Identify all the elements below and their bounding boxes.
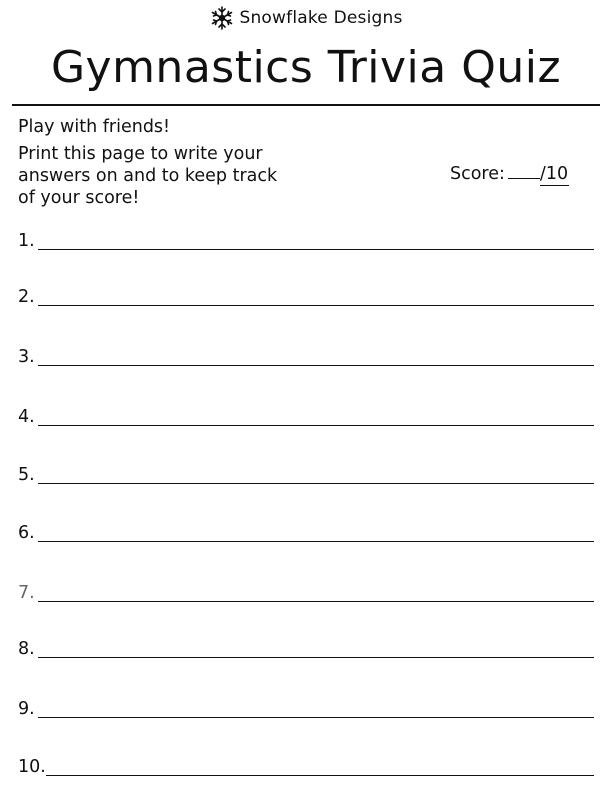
intro-print-line: of your score! xyxy=(18,188,140,208)
intro-print-line: answers on and to keep track xyxy=(18,166,278,186)
answer-row xyxy=(0,516,612,550)
score-blank[interactable] xyxy=(508,162,540,179)
intro-print-line: Print this page to write your xyxy=(18,144,263,164)
answer-number: 6. xyxy=(18,523,35,543)
brand-name: Snowflake Designs xyxy=(239,8,403,28)
answer-row xyxy=(0,632,612,666)
answer-row xyxy=(0,458,612,492)
intro-print-text xyxy=(18,143,277,209)
answer-row xyxy=(0,692,612,726)
answer-number: 3. xyxy=(18,347,35,367)
answer-row xyxy=(0,280,612,314)
answer-row xyxy=(0,750,612,784)
answer-line[interactable] xyxy=(38,305,594,306)
answer-number: 7. xyxy=(18,583,35,603)
answer-number: 8. xyxy=(18,639,35,659)
answer-line[interactable] xyxy=(46,775,594,776)
score-label: Score: xyxy=(450,164,505,184)
answer-number: 5. xyxy=(18,465,35,485)
answer-row xyxy=(0,224,612,258)
snowflake-icon xyxy=(209,5,235,31)
answer-line[interactable] xyxy=(38,541,594,542)
answer-number: 4. xyxy=(18,407,35,427)
answer-number: 1. xyxy=(18,231,35,251)
intro-play-text: Play with friends! xyxy=(18,117,171,137)
answer-line[interactable] xyxy=(38,425,594,426)
answer-line[interactable] xyxy=(38,717,594,718)
title-divider xyxy=(12,104,600,106)
answer-line[interactable] xyxy=(38,483,594,484)
answer-row xyxy=(0,576,612,610)
answer-number: 9. xyxy=(18,699,35,719)
answer-line[interactable] xyxy=(38,601,594,602)
page-title: Gymnastics Trivia Quiz xyxy=(50,42,562,93)
answer-line[interactable] xyxy=(38,365,594,366)
score-total: /10 xyxy=(539,164,569,184)
answer-row xyxy=(0,400,612,434)
brand-header xyxy=(0,5,612,31)
score-field xyxy=(450,162,569,186)
answer-number: 2. xyxy=(18,287,35,307)
answer-line[interactable] xyxy=(38,249,594,250)
answer-line[interactable] xyxy=(38,657,594,658)
answer-row xyxy=(0,340,612,374)
answer-number: 10. xyxy=(18,757,46,777)
